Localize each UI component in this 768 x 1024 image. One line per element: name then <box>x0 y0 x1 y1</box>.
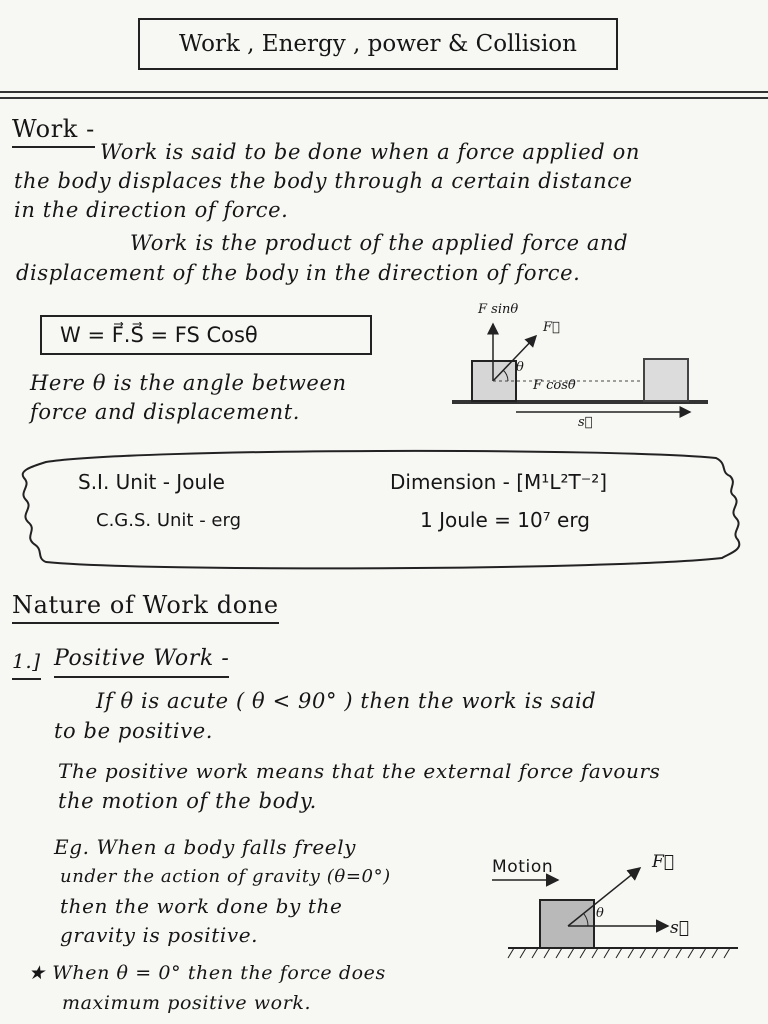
ground-hatch <box>508 948 730 958</box>
f-cos-label: F cosθ <box>533 378 576 393</box>
divider-top <box>0 91 768 93</box>
si-unit: S.I. Unit - Joule <box>78 470 225 494</box>
work-formula: W = F⃗.S⃗ = FS Cosθ <box>60 323 258 347</box>
nature-heading: Nature of Work done <box>12 590 279 624</box>
work-para1-line2: the body displaces the body through a certain distance <box>14 169 633 193</box>
divider-bottom <box>0 97 768 99</box>
theta-note-line1: Here θ is the angle between <box>30 371 347 395</box>
page-title <box>138 18 618 70</box>
f-sin-label: F sinθ <box>478 302 519 317</box>
positive-work-heading: Positive Work - <box>54 644 229 678</box>
joule-erg-conversion: 1 Joule = 10⁷ erg <box>420 508 590 532</box>
work-para2-line1: Work is the product of the applied force and <box>130 231 629 255</box>
positive-para1-line2: to be positive. <box>54 719 214 743</box>
star-note-line2: maximum positive work. <box>62 992 312 1014</box>
work-formula-box <box>40 315 372 355</box>
example-line1: Eg. When a body falls freely <box>54 835 357 859</box>
work-para1-line3: in the direction of force. <box>14 198 289 222</box>
motion-label: Motion <box>492 857 554 877</box>
title-text: Work , Energy , power & Collision <box>179 31 577 57</box>
theta-note-line2: force and displacement. <box>30 400 301 424</box>
block-final <box>644 359 688 401</box>
positive-para2-line1: The positive work means that the external force favours <box>58 759 661 783</box>
f-vec-label: F⃗ <box>543 320 560 335</box>
f-vec-label-2: F⃗ <box>652 852 674 872</box>
work-para2-line2: displacement of the body in the direction of force. <box>16 261 581 285</box>
work-heading: Work - <box>12 114 95 148</box>
sub-heading-number: 1.] <box>12 646 41 680</box>
star-note-line1: ★ When θ = 0° then the force does <box>28 962 386 984</box>
s-vec-label-2: s⃗ <box>670 918 689 938</box>
theta-label-1: θ <box>516 360 524 375</box>
cgs-unit: C.G.S. Unit - erg <box>96 510 241 531</box>
work-para1-line1: Work is said to be done when a force applied on <box>100 140 640 164</box>
example-line4: gravity is positive. <box>60 923 259 947</box>
positive-para2-line2: the motion of the body. <box>58 789 317 813</box>
example-line3: then the work done by the <box>60 894 343 918</box>
f-arrow-2 <box>568 868 640 926</box>
block-2 <box>540 900 594 948</box>
dimension: Dimension - [M¹L²T⁻²] <box>390 470 608 494</box>
positive-para1-line1: If θ is acute ( θ < 90° ) then the work is said <box>96 689 597 713</box>
theta-label-2: θ <box>596 906 604 921</box>
s-vec-label-1: s⃗ <box>578 415 593 430</box>
example-line2: under the action of gravity (θ=0°) <box>60 866 391 887</box>
